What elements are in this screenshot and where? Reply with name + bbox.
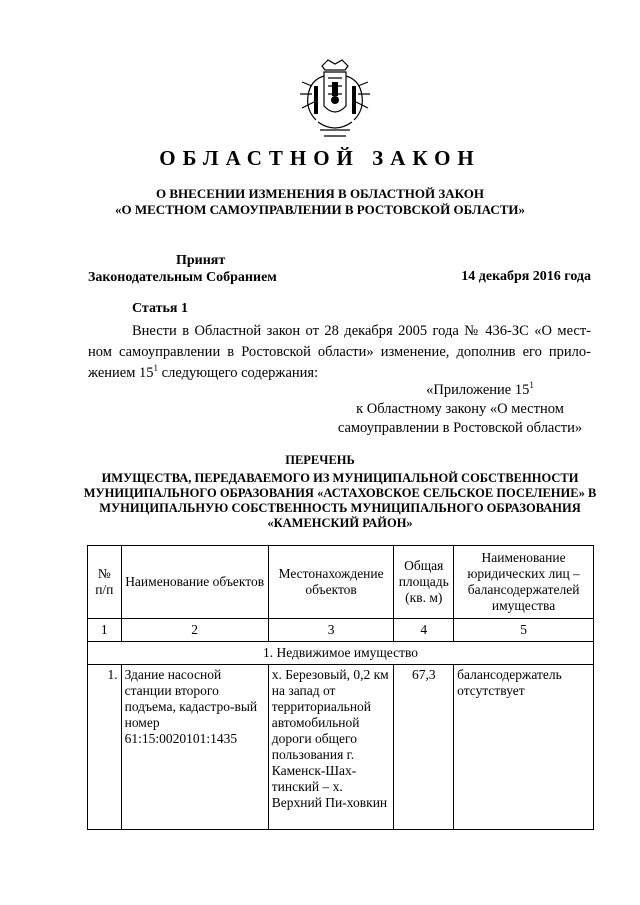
- adopted-label: Принят: [176, 253, 226, 268]
- header-cell: Наименование юридических лиц – балансодержателей имущества: [454, 546, 594, 619]
- row-location: х. Березовый, 0,2 км на запад от территориальной автомобильной дороги общего пользования г. Каменск-Шах-тинский – х. Верхний Пи-ховкин: [268, 665, 394, 830]
- law-title: ОБЛАСТНОЙ ЗАКОН: [159, 146, 481, 170]
- appendix-title: «Приложение 15: [426, 382, 530, 398]
- adopted-block: [88, 252, 277, 286]
- law-subtitle-line: «О МЕСТНОМ САМОУПРАВЛЕНИИ В РОСТОВСКОЙ ОБЛАСТИ»: [115, 202, 525, 217]
- article-body-text: Внести в Областной закон от 28 декабря 2005 года № 436-ЗС «О мест-ном самоуправлении в Ростовской области» изменение, дополнив его прило-жением 15: [88, 323, 591, 381]
- header-cell: Местонахождение объектов: [268, 546, 394, 619]
- header-cell: Общая площадь (кв. м): [394, 546, 454, 619]
- row-holder: балансодержатель отсутствует: [454, 665, 594, 830]
- row-number: 1.: [88, 665, 122, 830]
- table-number-row: [88, 619, 594, 642]
- law-subtitle: [0, 186, 640, 218]
- number-cell: 5: [454, 619, 594, 642]
- article-body-text-end: следующего содержания:: [158, 365, 319, 381]
- law-subtitle-line: О ВНЕСЕНИИ ИЗМЕНЕНИЯ В ОБЛАСТНОЙ ЗАКОН: [156, 186, 484, 201]
- number-cell: 1: [88, 619, 122, 642]
- number-cell: 2: [121, 619, 268, 642]
- adopted-date: 14 декабря 2016 года: [461, 269, 591, 284]
- row-name: Здание насосной станции второго подъема, кадастро-вый номер 61:15:0020101:1435: [121, 665, 268, 830]
- header-cell: Наименование объектов: [121, 546, 268, 619]
- list-title: ПЕРЕЧЕНЬ: [285, 453, 355, 467]
- appendix-line: самоуправлении в Ростовской области»: [337, 420, 583, 436]
- article-title: Статья 1: [132, 301, 188, 316]
- article-body: [88, 321, 591, 384]
- table-header-row: [88, 546, 594, 619]
- appendix-line: к Областному закону «О местном: [356, 401, 564, 417]
- row-area: 67,3: [394, 665, 454, 830]
- table-section-row: [88, 642, 594, 665]
- superscript: 1: [153, 363, 159, 374]
- list-subtitle: ИМУЩЕСТВА, ПЕРЕДАВАЕМОГО ИЗ МУНИЦИПАЛЬНОЙ СОБСТВЕННОСТИ МУНИЦИПАЛЬНОГО ОБРАЗОВАНИЯ «АСТАХОВСКОЕ СЕЛЬСКОЕ ПОСЕЛЕНИЕ» В МУНИЦИПАЛЬНУЮ СОБСТВЕННОСТЬ МУНИЦИПАЛЬНОГО ОБРАЗОВАНИЯ «КАМЕНСКИЙ РАЙОН»: [83, 471, 597, 530]
- number-cell: 4: [394, 619, 454, 642]
- appendix-reference: [330, 381, 590, 438]
- coat-of-arms-icon: [294, 56, 376, 142]
- adopted-body: Законодательным Собранием: [88, 270, 277, 285]
- header-cell: № п/п: [88, 546, 122, 619]
- property-table: [87, 545, 594, 830]
- superscript: 1: [529, 380, 534, 391]
- number-cell: 3: [268, 619, 394, 642]
- section-cell: 1. Недвижимое имущество: [88, 642, 594, 665]
- table-row: [88, 665, 594, 830]
